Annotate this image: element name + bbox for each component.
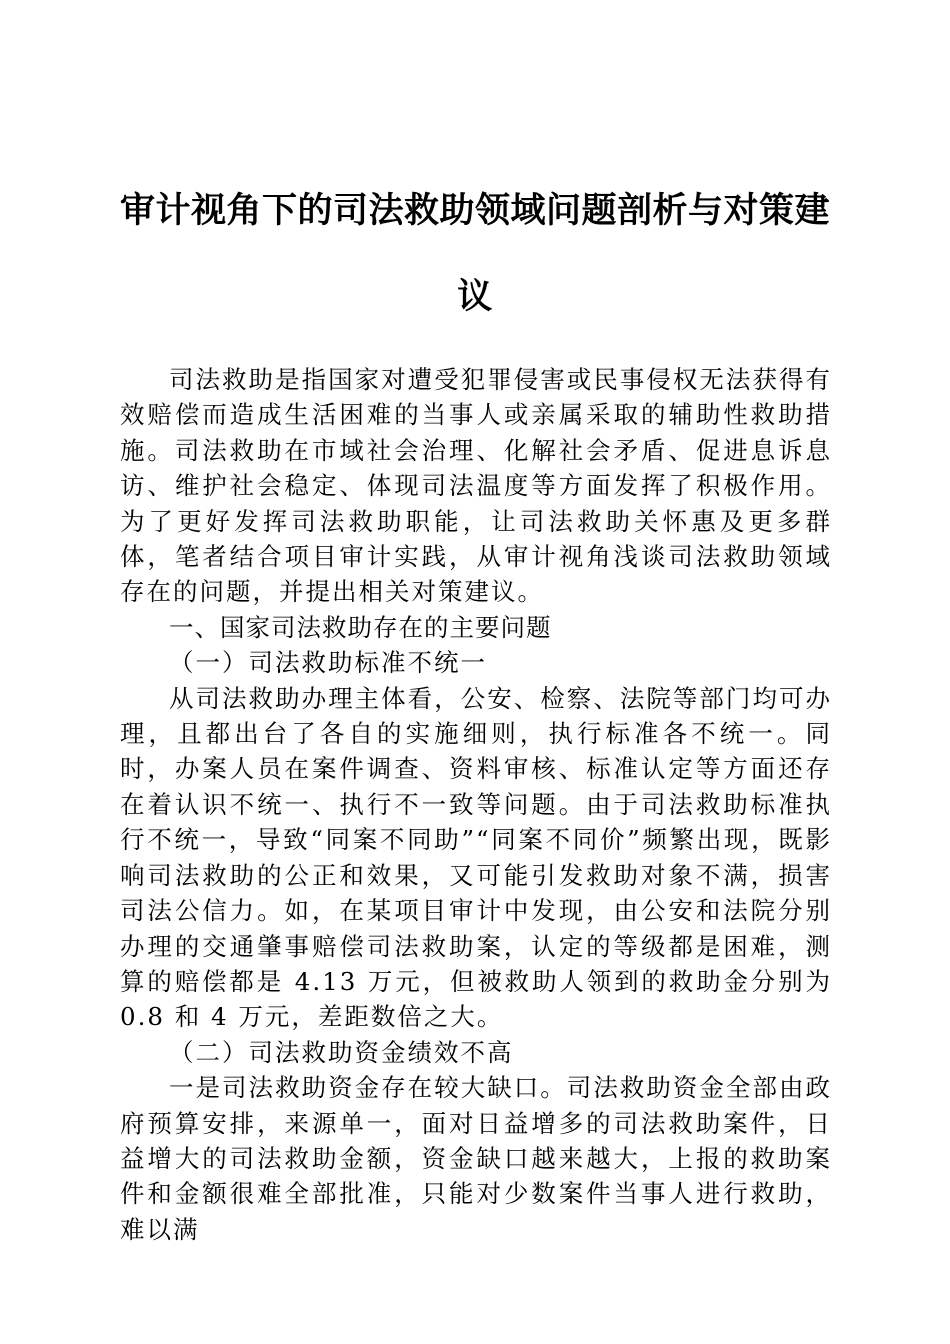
section-heading: 一、国家司法救助存在的主要问题 (169, 612, 552, 642)
document-title: 审计视角下的司法救助领域问题剖析与对策建议 (119, 190, 830, 317)
document-body (120, 362, 832, 1247)
body-paragraph: 从司法救助办理主体看，公安、检察、法院等部门均可办理，且都出台了各自的实施细则，执行标准各不统一。同时，办案人员在案件调查、资料审核、标准认定等方面还存在着认识不统一、执行不一致等问题。由于司法救助标准执行不统一，导致“同案不同助”“同案不同价”频繁出现，既影响司法救助的公正和效果，又可能引发救助对象不满，损害司法公信力。如，在某项目审计中发现，由公安和法院分别办理的交通肇事赔偿司法救助案，认定的等级都是困难，测算的赔偿都是 4.13 万元，但被救助人领到的救助金分别为 0.8 和 4 万元，差距数倍之大。 (120, 683, 832, 1032)
subsection-heading: （一）司法救助标准不统一 (169, 648, 487, 678)
subsection-heading: （二）司法救助资金绩效不高 (169, 1037, 514, 1067)
body-paragraph: 一是司法救助资金存在较大缺口。司法救助资金全部由政府预算安排，来源单一，面对日益增多的司法救助案件，日益增大的司法救助金额，资金缺口越来越大，上报的救助案件和金额很难全部批准，只能对少数案件当事人进行救助，难以满 (120, 1073, 832, 1244)
intro-paragraph: 司法救助是指国家对遭受犯罪侵害或民事侵权无法获得有效赔偿而造成生活困难的当事人或亲属采取的辅助性救助措施。司法救助在市域社会治理、化解社会矛盾、促进息诉息访、维护社会稳定、体现司法温度等方面发挥了积极作用。为了更好发挥司法救助职能，让司法救助关怀惠及更多群体，笔者结合项目审计实践，从审计视角浅谈司法救助领域存在的问题，并提出相关对策建议。 (120, 365, 832, 607)
